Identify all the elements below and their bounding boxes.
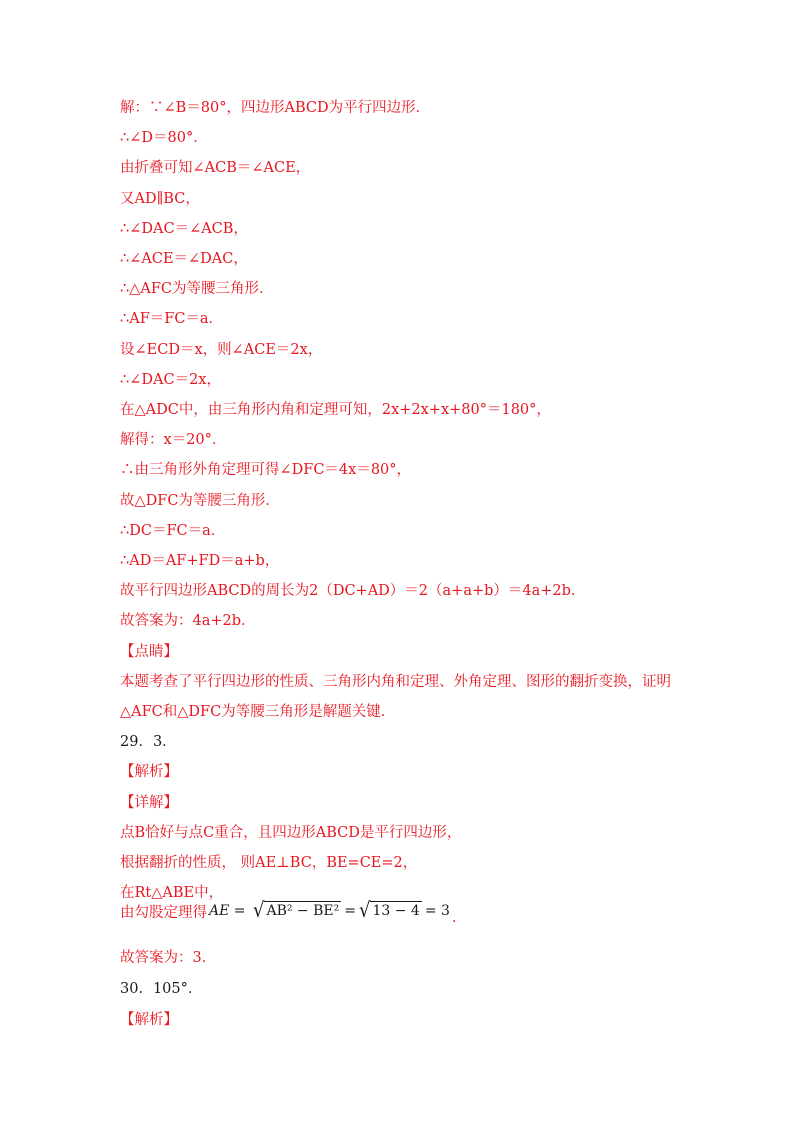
formula-eq3: = <box>424 903 437 919</box>
sqrt-1 <box>252 898 341 923</box>
solution-line: 【解析】 <box>120 764 178 780</box>
solution-line: ∴由三角形外角定理可得∠DFC＝4x＝80°， <box>120 462 412 478</box>
formula-result: 3 <box>441 903 450 919</box>
solution-line: 【点睛】 <box>120 644 178 660</box>
solution-line: 【详解】 <box>120 795 178 811</box>
solution-line: 【解析】 <box>120 1012 178 1028</box>
solution-line: 设∠ECD＝x，则∠ACE＝2x， <box>120 342 323 358</box>
solution-line: ∴AD＝AF+FD＝a+b， <box>120 553 280 569</box>
sqrt-sign-icon: √ <box>252 898 265 923</box>
solution-line: 故答案为：4a+2b． <box>120 613 256 629</box>
solution-line: 故答案为：3． <box>120 950 217 966</box>
solution-line: 在Rt△ABE中， <box>120 885 224 901</box>
formula-end: . <box>451 910 457 926</box>
radicand-1: AB² − BE² <box>266 903 340 919</box>
solution-line: 根据翻折的性质， 则AE⊥BC，BE=CE=2， <box>120 855 418 871</box>
solution-line: 解得：x＝20°． <box>120 432 227 448</box>
solution-line: 解：∵∠B＝80°，四边形ABCD为平行四边形． <box>120 100 431 116</box>
solution-line: ∴DC＝FC＝a． <box>120 523 226 539</box>
solution-line: ∴∠D＝80°． <box>120 130 208 146</box>
solution-line: △AFC和△DFC为等腰三角形是解题关键． <box>120 704 396 720</box>
pythagoras-formula <box>209 898 450 923</box>
solution-line: ∴∠ACE＝∠DAC， <box>120 251 248 267</box>
solution-line: ∴∠DAC＝2x， <box>120 372 221 388</box>
solution-line: 故平行四边形ABCD的周长为2（DC+AD）＝2（a+a+b）＝4a+2b． <box>120 583 586 599</box>
sqrt-sign-icon: √ <box>358 898 371 923</box>
solution-line: 在△ADC中，由三角形内角和定理可知，2x+2x+x+80°＝180°， <box>120 402 551 418</box>
solution-line: 30．105°． <box>120 981 203 997</box>
radicand-2: 13 − 4 <box>372 903 420 919</box>
solution-line: 故△DFC为等腰三角形． <box>120 493 280 509</box>
solution-line: 29．3． <box>120 734 177 750</box>
solution-line: 本题考查了平行四边形的性质、三角形内角和定理、外角定理、图形的翻折变换，证明 <box>120 674 671 690</box>
solution-line: 又AD∥BC， <box>120 191 200 207</box>
solution-line: ∴AF＝FC＝a． <box>120 311 224 327</box>
formula-eq1: = <box>233 903 246 919</box>
solution-line: 点B恰好与点C重合，且四边形ABCD是平行四边形， <box>120 825 462 841</box>
sqrt-2 <box>358 898 422 923</box>
formula-label: 由勾股定理得 <box>120 904 207 921</box>
solution-line: ∴△AFC为等腰三角形． <box>120 281 274 297</box>
pythagoras-formula-line <box>120 896 457 926</box>
formula-eq2: = <box>344 903 356 919</box>
solution-line: ∴∠DAC＝∠ACB， <box>120 221 248 237</box>
solution-line: 由折叠可知∠ACB＝∠ACE， <box>120 160 311 176</box>
formula-lhs: AE <box>209 903 230 919</box>
